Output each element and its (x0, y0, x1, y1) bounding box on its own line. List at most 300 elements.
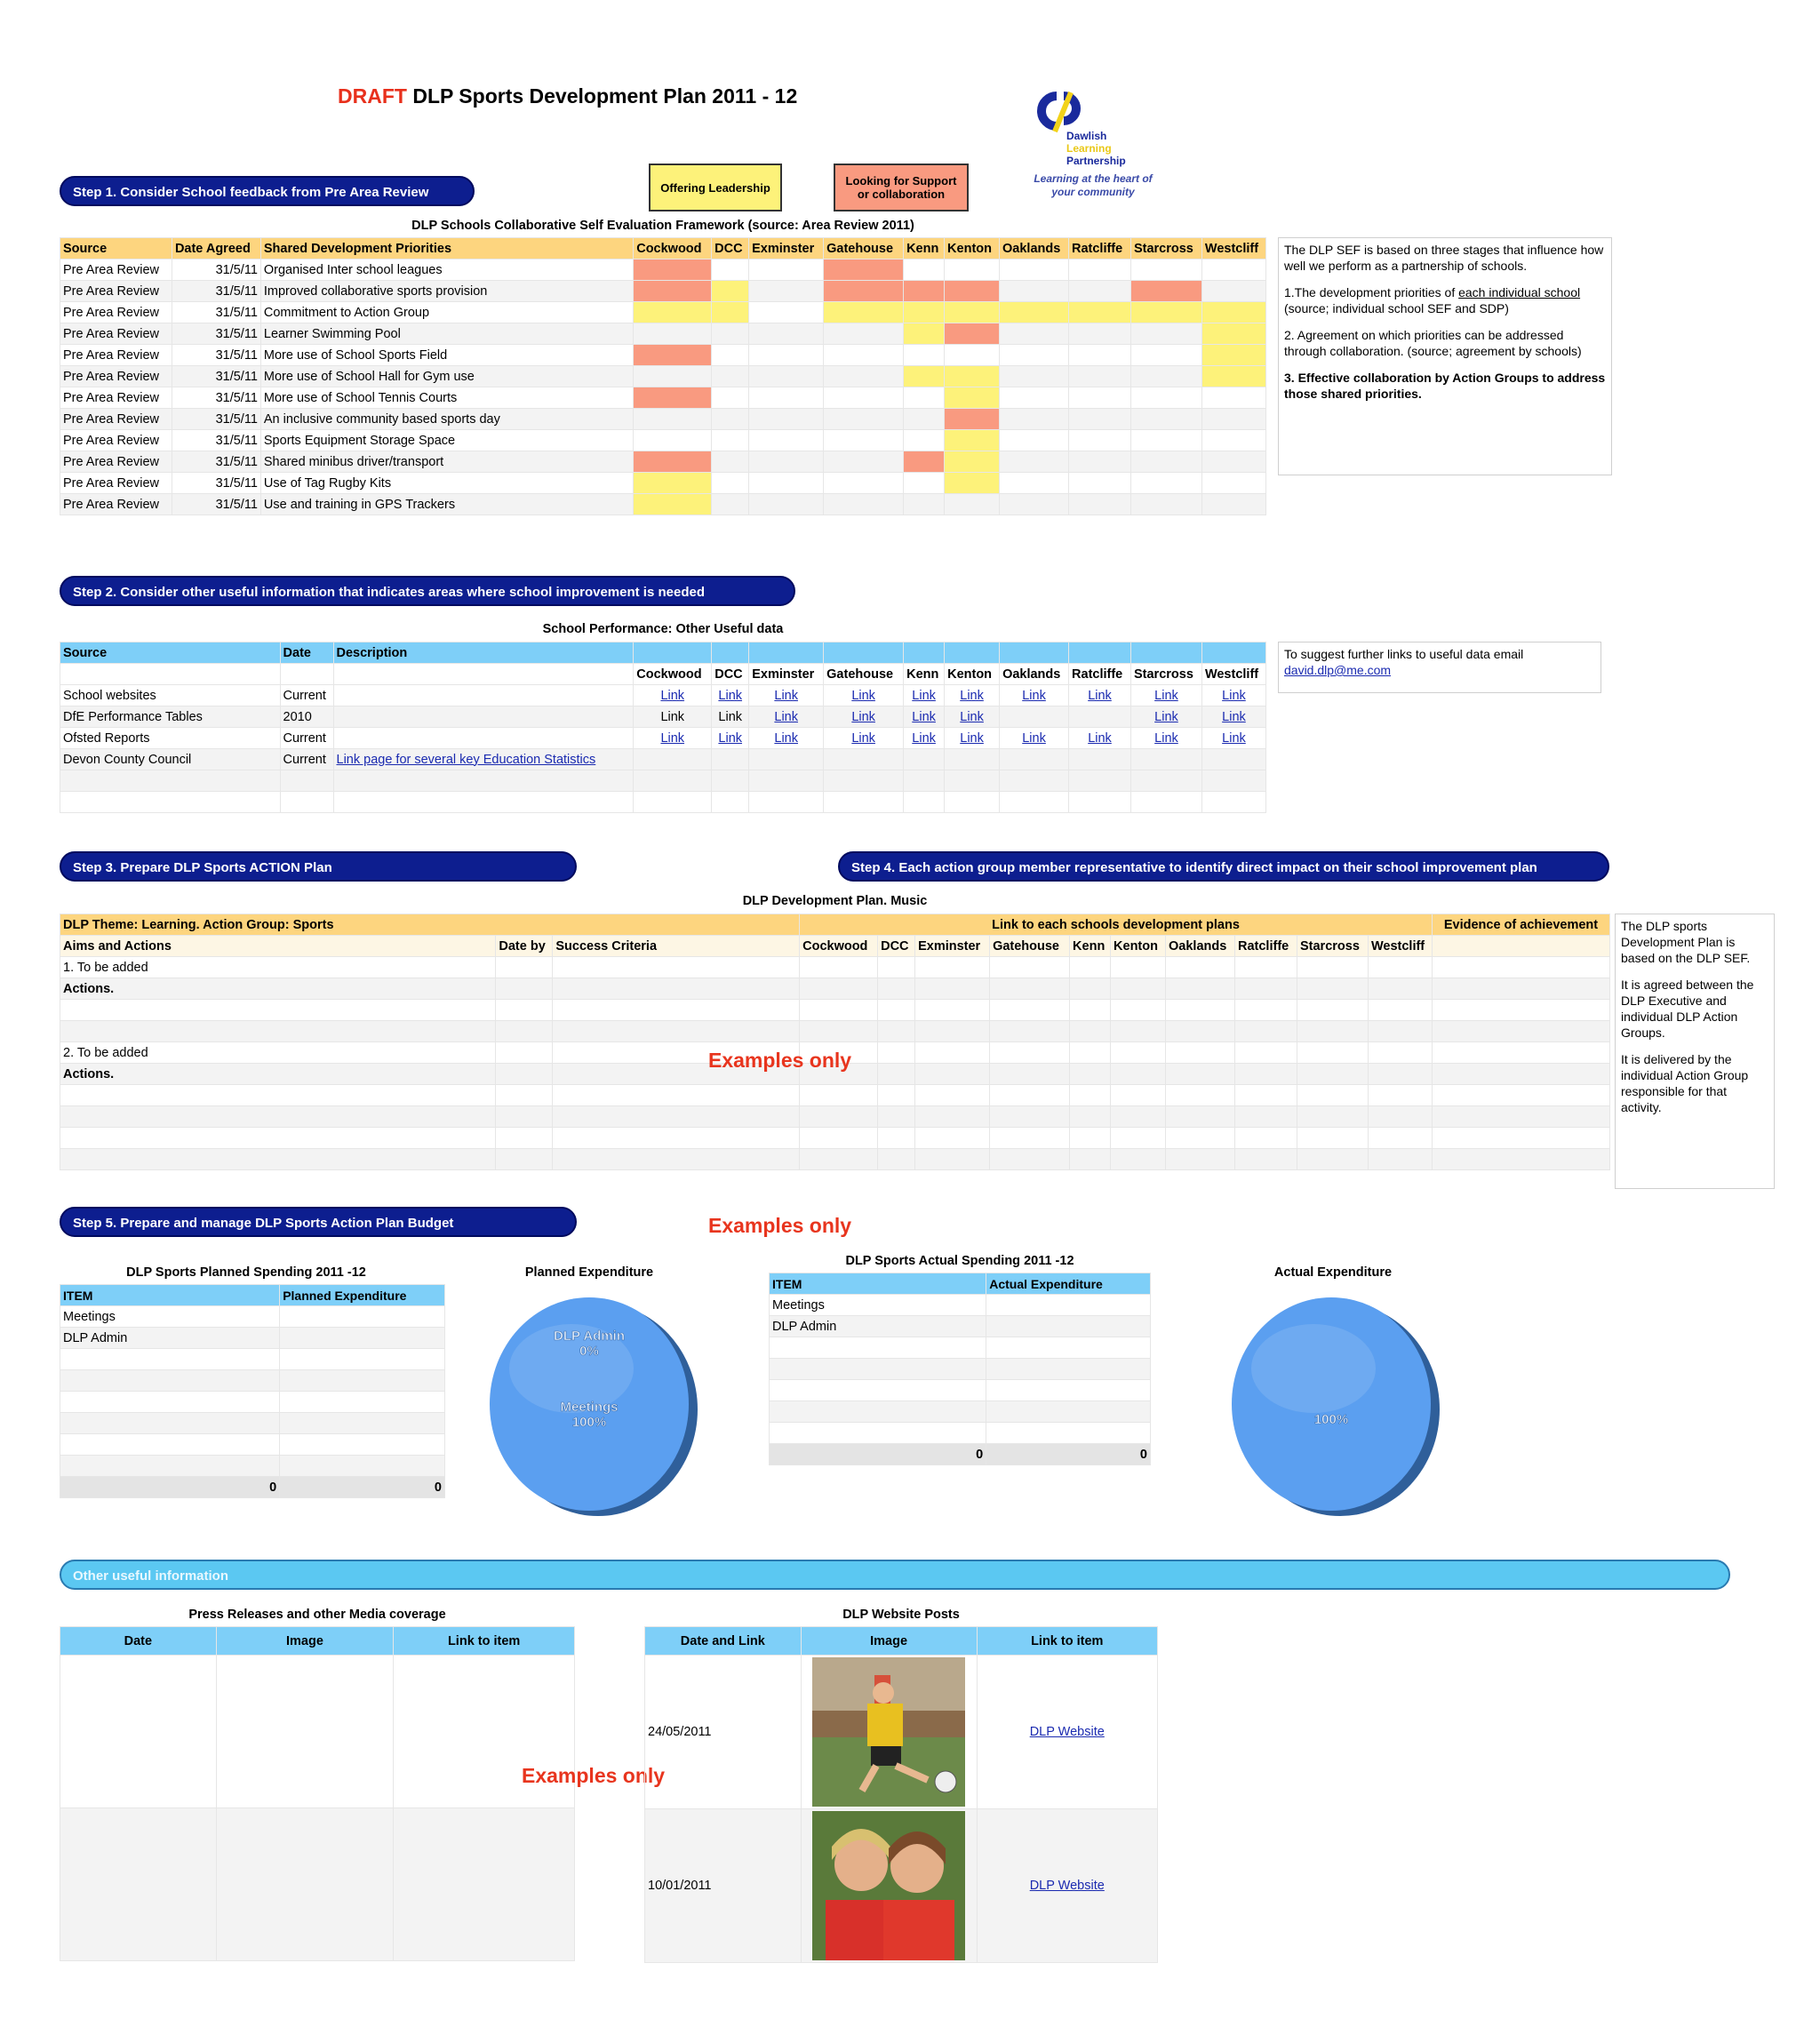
school-priority-cell (712, 345, 749, 366)
date-cell: Current (280, 685, 333, 706)
school-priority-cell (1130, 387, 1201, 409)
school-link[interactable]: Link (1022, 688, 1046, 703)
school-priority-cell (1068, 473, 1130, 494)
aims-cell (60, 1021, 496, 1042)
action-row (60, 978, 1610, 1000)
school-link-cell (824, 749, 904, 770)
other-info-banner: Other useful information (60, 1560, 1730, 1590)
football-photo (812, 1657, 965, 1807)
school-priority-cell (1068, 366, 1130, 387)
school-priority-cell (1130, 451, 1201, 473)
school-priority-cell (904, 302, 945, 323)
school-link-cell (712, 728, 749, 749)
sef-row (60, 451, 1266, 473)
logo-tagline: Learning at the heart of your community (1034, 172, 1153, 198)
post-row: 10/01/2011 DLP Website (645, 1809, 1158, 1963)
school-link-cell (824, 706, 904, 728)
priority-cell: Improved collaborative sports provision (260, 281, 633, 302)
priority-cell: Commitment to Action Group (260, 302, 633, 323)
aims-cell: 1. To be added (60, 957, 496, 978)
sef-row (60, 409, 1266, 430)
budget-row (60, 1306, 445, 1328)
source-cell: Pre Area Review (60, 259, 172, 281)
budget-item (60, 1434, 280, 1456)
school-priority-cell (1130, 473, 1201, 494)
school-priority-cell (1201, 259, 1265, 281)
sef-note: The DLP SEF is based on three stages that influence how well we perform as a partnership of schools. 1.The development priorities of each individual school (source; individual school SEF and SDP) 2. Agreement on which priorities can be addressed through collaboration. (source; agreement by schools) 3. Effective collaboration by Action Groups to address those shared priorities. (1278, 237, 1612, 475)
school-priority-cell (1000, 281, 1069, 302)
source-cell: Pre Area Review (60, 451, 172, 473)
school-name: Kenn (904, 664, 945, 685)
column-header: Shared Development Priorities (260, 238, 633, 259)
school-priority-cell (1130, 366, 1201, 387)
column-header: Source (60, 238, 172, 259)
column-header: Westcliff (1201, 238, 1265, 259)
school-name: Oaklands (1000, 664, 1069, 685)
budget-row (60, 1392, 445, 1413)
school-priority-cell (904, 281, 945, 302)
school-priority-cell (1130, 494, 1201, 515)
budget-row (770, 1337, 1151, 1359)
budget-row (770, 1316, 1151, 1337)
column-header: Kenn (904, 238, 945, 259)
school-priority-cell (1068, 409, 1130, 430)
posts-table: Date and Link Image Link to item 24/05/2011 DLP Website 10/01/2011 DLP Website (644, 1626, 1158, 1963)
school-link: Link (718, 709, 743, 724)
date-cell: 31/5/11 (172, 473, 260, 494)
column-header: Gatehouse (824, 238, 904, 259)
school-link-cell (1201, 728, 1265, 749)
step4-banner: Step 4. Each action group member representative to identify direct impact on their school improvement plan (838, 851, 1609, 882)
source-cell: Ofsted Reports (60, 728, 281, 749)
school-priority-cell (824, 323, 904, 345)
budget-item (770, 1423, 986, 1444)
school-link[interactable]: Link (718, 730, 743, 746)
actual-spending-caption: DLP Sports Actual Spending 2011 -12 (845, 1254, 1074, 1268)
sef-row (60, 494, 1266, 515)
school-link-cell (1130, 685, 1201, 706)
pie-data-label: 100% (1313, 1412, 1349, 1427)
press-table: Date Image Link to item (60, 1626, 575, 1961)
school-name: Oaklands (1166, 936, 1235, 957)
aims-cell (60, 1000, 496, 1021)
school-priority-cell (1201, 345, 1265, 366)
date-cell: 31/5/11 (172, 387, 260, 409)
school-priority-cell (1201, 323, 1265, 345)
step3-caption: DLP Development Plan. Music (742, 894, 928, 908)
source-cell: Pre Area Review (60, 281, 172, 302)
date-cell: 31/5/11 (172, 323, 260, 345)
school-link-cell (712, 749, 749, 770)
budget-item (60, 1456, 280, 1477)
step2-banner: Step 2. Consider other useful information that indicates areas where school improvement is needed (60, 576, 795, 606)
school-link-cell (634, 706, 712, 728)
school-link-cell (1130, 728, 1201, 749)
school-priority-cell (712, 281, 749, 302)
school-priority-cell (1068, 302, 1130, 323)
school-priority-cell (749, 473, 824, 494)
school-priority-cell (712, 302, 749, 323)
school-priority-cell (712, 451, 749, 473)
school-link-cell (749, 685, 824, 706)
school-link-cell (1130, 706, 1201, 728)
source-cell: Pre Area Review (60, 430, 172, 451)
description-cell (333, 749, 634, 770)
school-priority-cell (1068, 345, 1130, 366)
step1-banner: Step 1. Consider School feedback from Pre Area Review (60, 176, 475, 206)
actual-pie-title: Actual Expenditure (1273, 1265, 1393, 1280)
school-link-cell (824, 685, 904, 706)
priority-cell: An inclusive community based sports day (260, 409, 633, 430)
sef-header-row (60, 238, 1266, 259)
school-priority-cell (945, 323, 1000, 345)
school-priority-cell (1000, 259, 1069, 281)
column-header: Kenton (945, 238, 1000, 259)
school-priority-cell (904, 345, 945, 366)
school-name: Cockwood (634, 664, 712, 685)
school-priority-cell (1130, 409, 1201, 430)
school-priority-cell (945, 345, 1000, 366)
aims-cell: Actions. (60, 1064, 496, 1085)
examples-only-label: Examples only (708, 1214, 852, 1237)
school-link-cell (904, 749, 945, 770)
school-link[interactable]: Link (912, 688, 936, 703)
school-link-cell (1201, 706, 1265, 728)
school-link[interactable]: Link (718, 688, 743, 703)
budget-item: Meetings (770, 1295, 986, 1316)
school-priority-cell (712, 259, 749, 281)
school-priority-cell (945, 451, 1000, 473)
school-priority-cell (1068, 430, 1130, 451)
school-link-cell (749, 749, 824, 770)
school-priority-cell (749, 345, 824, 366)
school-priority-cell (1000, 366, 1069, 387)
action-plan-theme-row: DLP Theme: Learning. Action Group: Sports Link to each schools development plans Evidence of achievement (60, 914, 1610, 936)
school-priority-cell (824, 366, 904, 387)
source-cell: Pre Area Review (60, 409, 172, 430)
school-link[interactable]: Link (1222, 730, 1246, 746)
dlp-website-link[interactable]: DLP Website (1029, 1725, 1105, 1739)
priority-cell: Learner Swimming Pool (260, 323, 633, 345)
budget-item (770, 1337, 986, 1359)
school-priority-cell (945, 409, 1000, 430)
school-priority-cell (904, 409, 945, 430)
useful-data-row (60, 685, 1266, 706)
school-priority-cell (634, 323, 712, 345)
source-cell: Pre Area Review (60, 302, 172, 323)
aims-cell: 2. To be added (60, 1042, 496, 1064)
date-cell: 31/5/11 (172, 281, 260, 302)
school-link[interactable]: Link (1222, 688, 1246, 703)
action-row (60, 1085, 1610, 1106)
date-cell: 31/5/11 (172, 494, 260, 515)
school-priority-cell (1000, 494, 1069, 515)
school-link[interactable]: Link (960, 688, 984, 703)
school-name: Ratcliffe (1069, 664, 1131, 685)
school-priority-cell (824, 302, 904, 323)
budget-total-row (60, 1477, 445, 1498)
school-link[interactable]: Link (1088, 688, 1112, 703)
school-priority-cell (634, 430, 712, 451)
budget-item: Meetings (60, 1306, 280, 1328)
column-header: Ratcliffe (1068, 238, 1130, 259)
column-header: Date Agreed (172, 238, 260, 259)
date-cell: 31/5/11 (172, 259, 260, 281)
school-priority-cell (712, 366, 749, 387)
school-link-cell (945, 706, 1000, 728)
priority-cell: Sports Equipment Storage Space (260, 430, 633, 451)
description-cell (333, 685, 634, 706)
school-link[interactable]: Link (960, 709, 984, 724)
action-row (60, 957, 1610, 978)
school-priority-cell (634, 473, 712, 494)
school-priority-cell (824, 259, 904, 281)
sef-row (60, 259, 1266, 281)
source-cell: Pre Area Review (60, 345, 172, 366)
school-priority-cell (904, 473, 945, 494)
school-priority-cell (749, 409, 824, 430)
school-priority-cell (634, 281, 712, 302)
step1-caption: DLP Schools Collaborative Self Evaluation Framework (source: Area Review 2011) (411, 219, 914, 233)
sef-row (60, 345, 1266, 366)
school-link-cell (1000, 685, 1069, 706)
action-plan-note: The DLP sports Development Plan is based on the DLP SEF. It is agreed between the DLP Executive and individual DLP Action Groups. It is delivered by the individual Action Group responsible for that activity. (1615, 914, 1775, 1189)
action-row (60, 1000, 1610, 1021)
useful-data-row (60, 706, 1266, 728)
email-note: To suggest further links to useful data email david.dlp@me.com (1278, 642, 1601, 693)
school-link[interactable]: Link (774, 709, 798, 724)
dlp-website-link[interactable]: DLP Website (1029, 1879, 1105, 1893)
school-link-cell (712, 706, 749, 728)
email-link[interactable]: david.dlp@me.com (1284, 663, 1392, 677)
school-priority-cell (1000, 451, 1069, 473)
total-cell: 0 (60, 1477, 280, 1498)
school-priority-cell (1068, 323, 1130, 345)
empty-row (60, 792, 1266, 813)
school-priority-cell (824, 281, 904, 302)
source-cell: Devon County Council (60, 749, 281, 770)
date-cell: 31/5/11 (172, 451, 260, 473)
date-cell: 31/5/11 (172, 430, 260, 451)
school-link[interactable]: Link (851, 709, 875, 724)
school-priority-cell (1130, 430, 1201, 451)
school-link-cell (1201, 749, 1265, 770)
column-header: Exminster (749, 238, 824, 259)
school-priority-cell (904, 366, 945, 387)
date-cell: 31/5/11 (172, 302, 260, 323)
school-priority-cell (634, 345, 712, 366)
school-link[interactable]: Link (1154, 730, 1178, 746)
school-link[interactable]: Link (912, 730, 936, 746)
school-priority-cell (1000, 323, 1069, 345)
school-link-cell (1201, 685, 1265, 706)
school-priority-cell (1000, 387, 1069, 409)
school-link-cell (945, 728, 1000, 749)
school-priority-cell (749, 430, 824, 451)
source-cell: School websites (60, 685, 281, 706)
budget-item: DLP Admin (60, 1328, 280, 1349)
school-link-cell (904, 685, 945, 706)
school-priority-cell (634, 259, 712, 281)
school-name: Exminster (915, 936, 990, 957)
school-name: Starcross (1297, 936, 1368, 957)
press-caption: Press Releases and other Media coverage (188, 1608, 446, 1622)
school-priority-cell (824, 387, 904, 409)
education-stats-link[interactable]: Link page for several key Education Statistics (336, 752, 596, 767)
budget-item (60, 1392, 280, 1413)
budget-item (770, 1359, 986, 1380)
school-priority-cell (634, 409, 712, 430)
school-priority-cell (634, 366, 712, 387)
school-link[interactable]: Link (660, 688, 685, 703)
column-header: DCC (712, 238, 749, 259)
budget-item (770, 1401, 986, 1423)
school-priority-cell (1201, 473, 1265, 494)
date-cell: 31/5/11 (172, 345, 260, 366)
school-priority-cell (824, 473, 904, 494)
sef-row (60, 387, 1266, 409)
school-link[interactable]: Link (1222, 709, 1246, 724)
school-priority-cell (634, 387, 712, 409)
action-row (60, 1106, 1610, 1128)
school-link[interactable]: Link (960, 730, 984, 746)
budget-row (770, 1380, 1151, 1401)
budget-total-row (770, 1444, 1151, 1465)
school-priority-cell (712, 494, 749, 515)
school-link[interactable]: Link (1022, 730, 1046, 746)
legend-looking-for-support: Looking for Support or collaboration (834, 164, 969, 211)
school-link[interactable]: Link (851, 688, 875, 703)
school-name: Kenn (1070, 936, 1111, 957)
school-priority-cell (824, 451, 904, 473)
school-link-cell (712, 685, 749, 706)
useful-data-table (60, 642, 1266, 813)
budget-item (60, 1349, 280, 1370)
children-photo (812, 1811, 965, 1960)
school-priority-cell (1201, 409, 1265, 430)
school-priority-cell (749, 302, 824, 323)
school-priority-cell (749, 281, 824, 302)
priority-cell: Organised Inter school leagues (260, 259, 633, 281)
school-name: DCC (878, 936, 915, 957)
total-cell: 0 (280, 1477, 445, 1498)
planned-spending-caption: DLP Sports Planned Spending 2011 -12 (126, 1265, 366, 1280)
planned-spending-table: ITEM Planned Expenditure Meetings DLP Admin 0 0 (60, 1284, 445, 1498)
school-priority-cell (634, 451, 712, 473)
budget-row (770, 1359, 1151, 1380)
school-link-cell (904, 706, 945, 728)
school-link[interactable]: Link (1154, 709, 1178, 724)
school-link[interactable]: Link (774, 688, 798, 703)
budget-item: DLP Admin (770, 1316, 986, 1337)
school-priority-cell (904, 451, 945, 473)
school-priority-cell (749, 323, 824, 345)
source-cell: DfE Performance Tables (60, 706, 281, 728)
school-link[interactable]: Link (912, 709, 936, 724)
sef-row (60, 281, 1266, 302)
date-cell: Current (280, 728, 333, 749)
school-priority-cell (1130, 323, 1201, 345)
school-priority-cell (824, 494, 904, 515)
budget-item (770, 1380, 986, 1401)
school-priority-cell (1130, 302, 1201, 323)
school-link-cell (945, 685, 1000, 706)
school-priority-cell (1000, 302, 1069, 323)
school-link[interactable]: Link (1088, 730, 1112, 746)
pie-data-label: 100% (571, 1415, 607, 1430)
date-cell: 2010 (280, 706, 333, 728)
budget-row (770, 1423, 1151, 1444)
action-plan-table (60, 914, 1610, 1170)
budget-row (770, 1295, 1151, 1316)
school-link-cell (1000, 706, 1069, 728)
school-link[interactable]: Link (851, 730, 875, 746)
priority-cell: Use of Tag Rugby Kits (260, 473, 633, 494)
school-link-cell (634, 685, 712, 706)
school-priority-cell (634, 494, 712, 515)
school-link-cell (634, 749, 712, 770)
priority-cell: More use of School Sports Field (260, 345, 633, 366)
school-priority-cell (749, 451, 824, 473)
school-priority-cell (1000, 473, 1069, 494)
school-priority-cell (1068, 494, 1130, 515)
action-row (60, 1021, 1610, 1042)
school-link-cell (945, 749, 1000, 770)
school-priority-cell (749, 259, 824, 281)
school-priority-cell (945, 302, 1000, 323)
school-link-cell (634, 728, 712, 749)
total-cell: 0 (986, 1444, 1151, 1465)
aims-cell (60, 1128, 496, 1149)
school-link-cell (1130, 749, 1201, 770)
school-priority-cell (1201, 366, 1265, 387)
school-priority-cell (945, 430, 1000, 451)
school-priority-cell (749, 494, 824, 515)
step5-banner: Step 5. Prepare and manage DLP Sports Action Plan Budget (60, 1207, 577, 1237)
budget-row (60, 1456, 445, 1477)
sef-row (60, 473, 1266, 494)
school-link-cell (1069, 685, 1131, 706)
school-priority-cell (904, 259, 945, 281)
action-row (60, 1149, 1610, 1170)
step3-banner: Step 3. Prepare DLP Sports ACTION Plan (60, 851, 577, 882)
school-priority-cell (945, 281, 1000, 302)
school-priority-cell (1201, 430, 1265, 451)
school-link[interactable]: Link (660, 730, 685, 746)
school-priority-cell (1201, 281, 1265, 302)
description-cell (333, 728, 634, 749)
pie-data-label: DLP Admin (553, 1329, 626, 1344)
school-link-cell (1000, 749, 1069, 770)
school-link[interactable]: Link (1154, 688, 1178, 703)
school-name: Exminster (749, 664, 824, 685)
school-priority-cell (712, 473, 749, 494)
school-priority-cell (712, 409, 749, 430)
dlp-logo: Dawlish Learning Partnership Learning at the heart of your community (1013, 87, 1173, 203)
column-header: Oaklands (1000, 238, 1069, 259)
examples-only-label: Examples only (522, 1764, 666, 1787)
priority-cell: Shared minibus driver/transport (260, 451, 633, 473)
school-name: Gatehouse (824, 664, 904, 685)
school-link[interactable]: Link (774, 730, 798, 746)
priority-cell: More use of School Tennis Courts (260, 387, 633, 409)
sef-row (60, 302, 1266, 323)
legend-offering-leadership: Offering Leadership (649, 164, 782, 211)
page-title: DRAFT DLP Sports Development Plan 2011 - 12 (338, 84, 798, 108)
school-priority-cell (945, 259, 1000, 281)
budget-row (60, 1328, 445, 1349)
column-header: Starcross (1130, 238, 1201, 259)
